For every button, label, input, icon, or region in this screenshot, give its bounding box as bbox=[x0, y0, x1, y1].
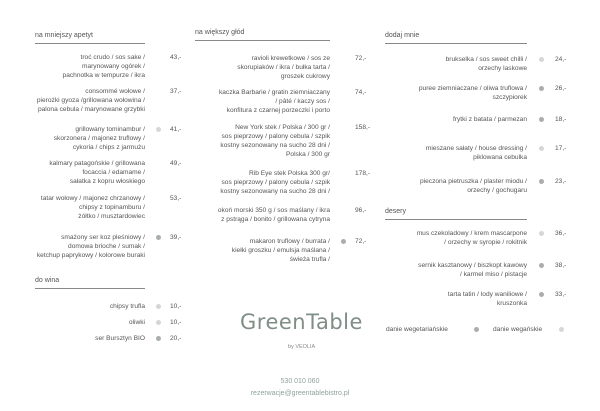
vegetarian-icon bbox=[539, 117, 544, 122]
menu-item-description: kaczka Barbarie / gratin ziemniaczany / pâté / kaczy sos / konfitura z czarnej porzeczki i porto bbox=[218, 89, 330, 114]
section-heading: dodaj mnie bbox=[385, 31, 527, 44]
menu-item-description: troć crudo / sos sake / marynowany ogórek / pachnotka w tempurze / ikra bbox=[62, 54, 145, 79]
vegan-icon bbox=[539, 231, 544, 236]
menu-item-price: 18,- bbox=[555, 116, 567, 123]
menu-item-description: okoń morski 350 g / sos maślany / ikra z pstrąga / bonito / grillowana cytryna bbox=[217, 207, 330, 223]
menu-item-description: New York stek / Polska / 300 gr / sos pieprzowy / palony cebula / szpik kostny sezonowany na sucho 28 dni / Polska / 300 gr bbox=[220, 124, 330, 158]
menu-item-price: 23,- bbox=[555, 178, 567, 185]
menu-item-price: 26,- bbox=[555, 85, 567, 92]
menu-item-description: ser Bursztyn BIO bbox=[95, 335, 145, 342]
menu-item-description: tatar wołowy / majonez chrzanowy / chipsy z topinamburu / żółtko / musztardowiec bbox=[40, 195, 145, 220]
vegan-icon bbox=[539, 146, 544, 151]
vegetarian-icon bbox=[156, 336, 161, 341]
legend-vegetarian bbox=[386, 325, 448, 334]
menu-item-description: ravioli krewetkowe / sos ze skorupiaków / ikra / bułka tarta / groszek cukrowy bbox=[237, 55, 330, 80]
vegan-icon bbox=[156, 320, 161, 325]
section-heading: desery bbox=[385, 207, 527, 220]
section-heading: na mniejszy apetyt bbox=[35, 31, 145, 44]
menu-item-price: 20,- bbox=[170, 335, 182, 342]
menu-item-description: brukselka / sos sweet chilli / orzechy laskowe bbox=[445, 56, 527, 72]
menu-item-price: 36,- bbox=[555, 230, 567, 237]
menu-item-price: 37,- bbox=[170, 88, 182, 95]
vegetarian-icon bbox=[539, 86, 544, 91]
email-link[interactable]: rezerwacje@greentablebistro.pl bbox=[250, 390, 350, 397]
menu-item-description: makaron truflowy / burrata / kiełki groszku / emulsja maślana / świeża trufla / bbox=[231, 238, 330, 263]
menu-item-description: sernik kasztanowy / biszkopt kawowy / karmel miso / pistacje bbox=[418, 262, 527, 278]
legend-vegan-label: danie wegańskie bbox=[493, 326, 543, 333]
vegetarian-icon bbox=[474, 327, 479, 332]
menu-item-description: frytki z batata / parmezan bbox=[452, 116, 527, 123]
menu-item-price: 33,- bbox=[555, 291, 567, 298]
menu-item-price: 178,- bbox=[355, 170, 371, 177]
legend-vegan bbox=[493, 325, 542, 334]
menu-item-price: 158,- bbox=[355, 124, 371, 131]
vegetarian-icon bbox=[341, 239, 346, 244]
menu-item-price: 10,- bbox=[170, 303, 182, 310]
menu-item-description: Rib Eye stek Polska 300 gr/ sos pieprzowy / palony cebula / szpik kostny sezonowany na sucho 28 dni / bbox=[220, 170, 330, 195]
menu-item-price: 96,- bbox=[355, 207, 367, 214]
menu-item-price: 10,- bbox=[170, 319, 182, 326]
menu-item-price: 49,- bbox=[170, 160, 182, 167]
menu-item-price: 41,- bbox=[170, 126, 182, 133]
veolia-logo: by VEOLIA bbox=[288, 344, 316, 350]
menu-item-price: 74,- bbox=[355, 89, 367, 96]
vegan-icon bbox=[539, 57, 544, 62]
vegetarian-icon bbox=[539, 292, 544, 297]
menu-item-description: puree ziemniaczane / oliwa truflowa / szczypiorek bbox=[418, 85, 527, 101]
vegan-icon bbox=[156, 304, 161, 309]
section-heading: na większy głód bbox=[195, 28, 330, 41]
menu-item-description: grillowany tominambur / skorzonera / majonez truflowy / cykoria / chips z jarmużu bbox=[53, 126, 145, 151]
menu-item-description: pieczona pietruszka / plaster miodu / orzechy / gochugaru bbox=[419, 178, 527, 194]
menu-item-description: tarta tatin / lody waniliowe / kruszonka bbox=[447, 291, 527, 307]
vegetarian-icon bbox=[539, 179, 544, 184]
greentable-logo: GreenTable bbox=[240, 310, 363, 334]
menu-item-price: 43,- bbox=[170, 54, 182, 61]
menu-item-price: 72,- bbox=[355, 55, 367, 62]
menu-item-description: mieszane sałaty / house dressing / piklowana cebulka bbox=[425, 145, 527, 161]
menu-item-description: oliwki bbox=[128, 319, 145, 326]
menu-item-price: 24,- bbox=[555, 56, 567, 63]
phone-number[interactable]: 530 010 060 bbox=[280, 378, 320, 385]
menu-item-description: kalmary patagońskie / grillowana focaccia / edamame / sałatka z kopru włoskiego bbox=[49, 160, 145, 185]
section-heading: do wina bbox=[35, 276, 145, 289]
menu-item-description: mus czekoladowy / krem mascarpone / orzechy w syropie / rokitnik bbox=[416, 230, 527, 246]
vegan-icon bbox=[559, 327, 564, 332]
menu-item-price: 53,- bbox=[170, 195, 182, 202]
menu-item-price: 39,- bbox=[170, 234, 182, 241]
menu-item-description: chipsy trufla bbox=[109, 303, 145, 310]
legend-vegetarian-label: danie wegetariańskie bbox=[386, 326, 448, 333]
menu-item-description: smażony ser koz pleśniowy / domowa brioche / sumak / ketchup paprykowy / kolorowe buraki bbox=[36, 234, 145, 259]
vegetarian-icon bbox=[539, 263, 544, 268]
menu-item-price: 17,- bbox=[555, 145, 567, 152]
menu-item-price: 72,- bbox=[355, 238, 367, 245]
menu-item-description: consommé wołowe / pierożki gyoza /grillowana wołowina / palona cebula / marynowane grzybki bbox=[36, 88, 145, 113]
menu-item-price: 38,- bbox=[555, 262, 567, 269]
